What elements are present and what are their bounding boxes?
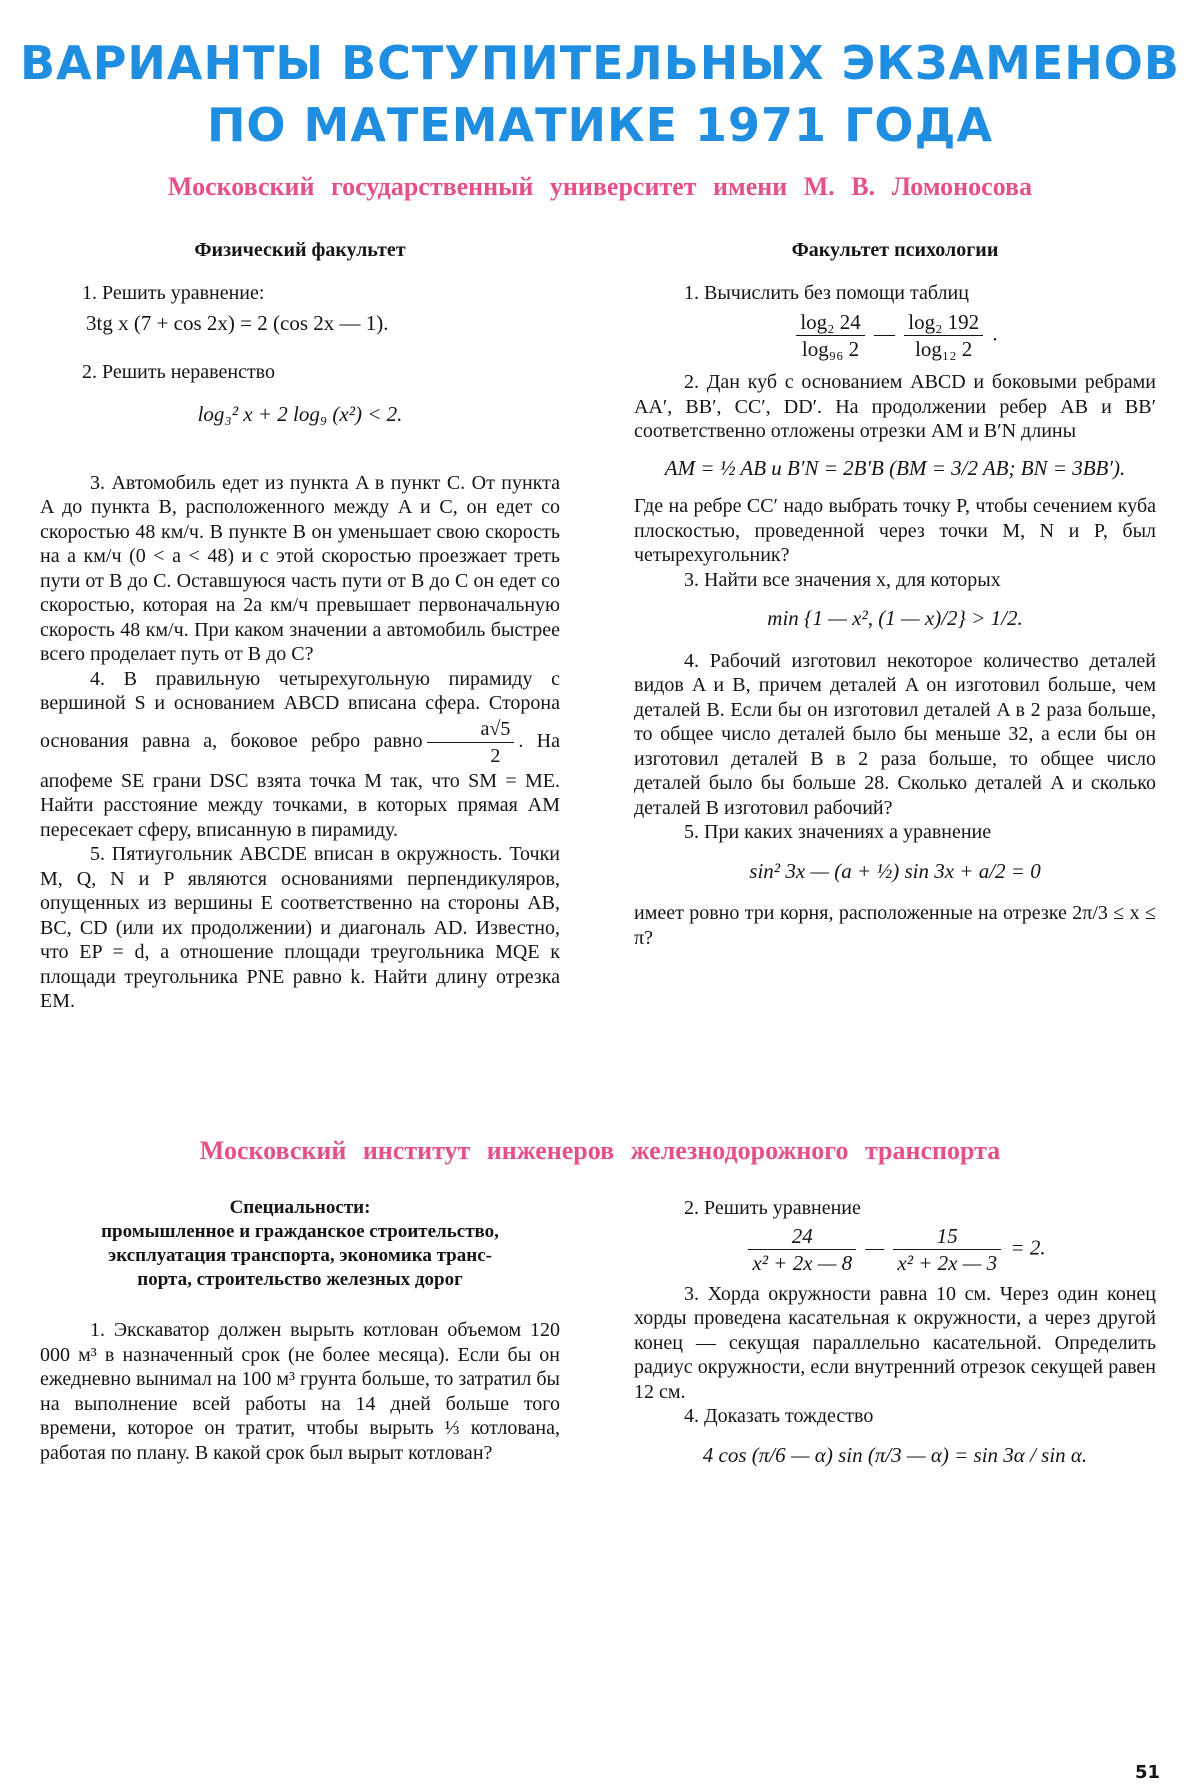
psychology-problem-3-inequality: min {1 — x², (1 — x)/2} > 1/2. bbox=[767, 606, 1023, 630]
apothem-fraction-denominator: 2 bbox=[490, 744, 501, 767]
psychology-problem-3-label: 3. Найти все значения x, для которых bbox=[684, 568, 1001, 591]
psychology-problem-4: 4. Рабочий изготовил некоторое количество деталей видов A и B, причем деталей A он изготовил больше, чем деталей B. Если бы он изготовил деталей A в 2 раза больше, то общее число деталей было бы меньше 32, а если бы он изготовил деталей B в 2 раза больше, то общее число деталей было бы больше 28. Сколько деталей A и сколько деталей B изготовил рабочий? bbox=[634, 649, 1156, 819]
miit-problem-4-label: 4. Доказать тождество bbox=[684, 1405, 874, 1427]
log-fraction-1-denominator: log₉₆ 2 bbox=[801, 337, 860, 361]
log-fraction-2-numerator: log₂ 192 bbox=[904, 309, 983, 336]
minus-sign-2: — bbox=[865, 1234, 885, 1259]
psychology-column bbox=[634, 238, 1156, 950]
physics-problem-2-inequality: log₃² x + 2 log₉ (x²) < 2. bbox=[197, 402, 403, 426]
physics-problem-1-label: 1. Решить уравнение: bbox=[82, 281, 265, 304]
psychology-problem-5-label: 5. При каких значениях a уравнение bbox=[684, 821, 992, 843]
physics-problem-4-part-a: 4. В правильную четырехугольную пирамиду с вершиной S и основанием ABCD вписана сфера. Сторона основания равна a, боковое ребро равно bbox=[40, 667, 560, 752]
physics-column bbox=[40, 238, 560, 1014]
psychology-faculty-title: Факультет психологии bbox=[791, 239, 999, 261]
physics-problem-5: 5. Пятиугольник ABCDE вписан в окружность. Точки M, Q, N и P являются основаниями перпендикуляров, опущенных из вершины E соответственно на стороны AB, BC, CD (или их продолжении) и диагональ AD. Известно, что EP = d, а отношение площади треугольника MQE к площади треугольника PNE равно k. Найти длину отрезка EM. bbox=[40, 843, 560, 1012]
rational-fraction-2-denominator: x² + 2x — 3 bbox=[897, 1250, 998, 1275]
physics-problem-2-label: 2. Решить неравенство bbox=[82, 360, 275, 383]
miit-heading: Московский институт инженеров железнодорожного транспорта bbox=[199, 1136, 1001, 1165]
physics-problem-3: 3. Автомобиль едет из пункта A в пункт C. От пункта A до пункта B, расположенного между A и C, он едет со скоростью 48 км/ч. В пункте B он уменьшает свою скорость на a км/ч (0 < a < 48) и с этой скоростью проезжает треть пути от B до C. Оставшуюся часть пути от B до C он едет со скоростью, которая на 2a км/ч превышает первоначальную скорость 48 км/ч. При каком значении a автомобиль быстрее всего проделает путь от B до C? bbox=[40, 471, 560, 665]
physics-problem-4-part-b: . На апофеме SE грани DSC взята точка M так, что SM = ME. Найти расстояние между точками, в которых прямая AM пересекает сферу, вписанную в пирамиду. bbox=[40, 729, 560, 841]
physics-problem-1-equation: 3tg x (7 + cos 2x) = 2 (cos 2x — 1). bbox=[86, 311, 389, 335]
rational-fraction-1-denominator: x² + 2x — 8 bbox=[752, 1250, 853, 1275]
psychology-problem-5-equation: sin² 3x — (a + ½) sin 3x + a/2 = 0 bbox=[749, 858, 1041, 883]
msu-heading: Московский государственный университет имени М. В. Ломоносова bbox=[167, 172, 1033, 201]
specialties-block bbox=[40, 1196, 560, 1292]
log-fraction-1 bbox=[796, 309, 864, 362]
log-fraction-2 bbox=[904, 309, 983, 362]
miit-problem-3: 3. Хорда окружности равна 10 см. Через один конец хорды проведена касательная к окружности, а через другой конец — секущая параллельно касательной. Определить радиус окружности, если внутренний отрезок секущей равен 12 см. bbox=[634, 1282, 1156, 1403]
specialties-line-2: промышленное и гражданское строительство, bbox=[101, 1221, 499, 1242]
miit-problem-2-equation bbox=[634, 1223, 1156, 1276]
log-fraction-1-numerator: log₂ 24 bbox=[796, 309, 864, 336]
page-title bbox=[0, 32, 1200, 156]
miit-problem-1: 1. Экскаватор должен вырыть котлован объемом 120 000 м³ в назначенный срок (не более месяца). Если бы он ежедневно вынимал на 100 м³ грунта больше, то затратил бы на выполнение всей работы на 14 дней больше того времени, которое он тратит, чтобы вырыть ⅓ котлована, работая по плану. В какой срок был вырыт котлован? bbox=[40, 1319, 560, 1464]
physics-faculty-title: Физический факультет bbox=[194, 239, 406, 261]
psychology-problem-2-part-b: Где на ребре CC′ надо выбрать точку P, чтобы сечением куба плоскостью, проведенной через точки M, N и P, был четырехугольник? bbox=[634, 495, 1156, 566]
specialties-label: Специальности: bbox=[229, 1197, 371, 1218]
minus-sign: — bbox=[874, 321, 895, 346]
page-number: 51 bbox=[1134, 1762, 1160, 1783]
apothem-fraction bbox=[427, 716, 515, 769]
miit-left-column bbox=[40, 1196, 560, 1465]
rational-fraction-1 bbox=[748, 1223, 856, 1276]
apothem-fraction-numerator: a√5 bbox=[427, 716, 515, 743]
miit-right-column bbox=[634, 1196, 1156, 1467]
period: . bbox=[992, 321, 998, 346]
equals-two: = 2. bbox=[1010, 1234, 1046, 1259]
psychology-problem-2-part-a: 2. Дан куб с основанием ABCD и боковыми ребрами AA′, BB′, CC′, DD′. На продолжении ребер AB и BB′ соответственно отложены отрезки AM и B′N длины bbox=[634, 371, 1156, 442]
specialties-line-3: эксплуатация транспорта, экономика транс- bbox=[108, 1245, 492, 1266]
psychology-problem-5-part-b: имеет ровно три корня, расположенные на отрезке 2π/3 ≤ x ≤ π? bbox=[634, 902, 1156, 949]
title-line-1: ВАРИАНТЫ ВСТУПИТЕЛЬНЫХ ЭКЗАМЕНОВ bbox=[20, 36, 1180, 90]
specialties-line-4: порта, строительство железных дорог bbox=[137, 1269, 463, 1290]
title-line-2: ПО МАТЕМАТИКЕ 1971 ГОДА bbox=[206, 98, 994, 152]
rational-fraction-1-numerator: 24 bbox=[748, 1223, 856, 1250]
psychology-problem-1-label: 1. Вычислить без помощи таблиц bbox=[684, 281, 969, 304]
log-fraction-2-denominator: log₁₂ 2 bbox=[915, 337, 973, 361]
rational-fraction-2-numerator: 15 bbox=[893, 1223, 1001, 1250]
miit-problem-4-identity: 4 cos (π/6 — α) sin (π/3 — α) = sin 3α / sin α. bbox=[702, 1442, 1088, 1467]
miit-problem-2-label: 2. Решить уравнение bbox=[684, 1197, 861, 1219]
physics-problem-4 bbox=[40, 667, 560, 843]
rational-fraction-2 bbox=[893, 1223, 1001, 1276]
psychology-problem-2-equation: AM = ½ AB и B′N = 2B′B (BM = 3/2 AB; BN = 3BB′). bbox=[664, 455, 1126, 480]
psychology-problem-1-expression bbox=[634, 309, 1156, 362]
